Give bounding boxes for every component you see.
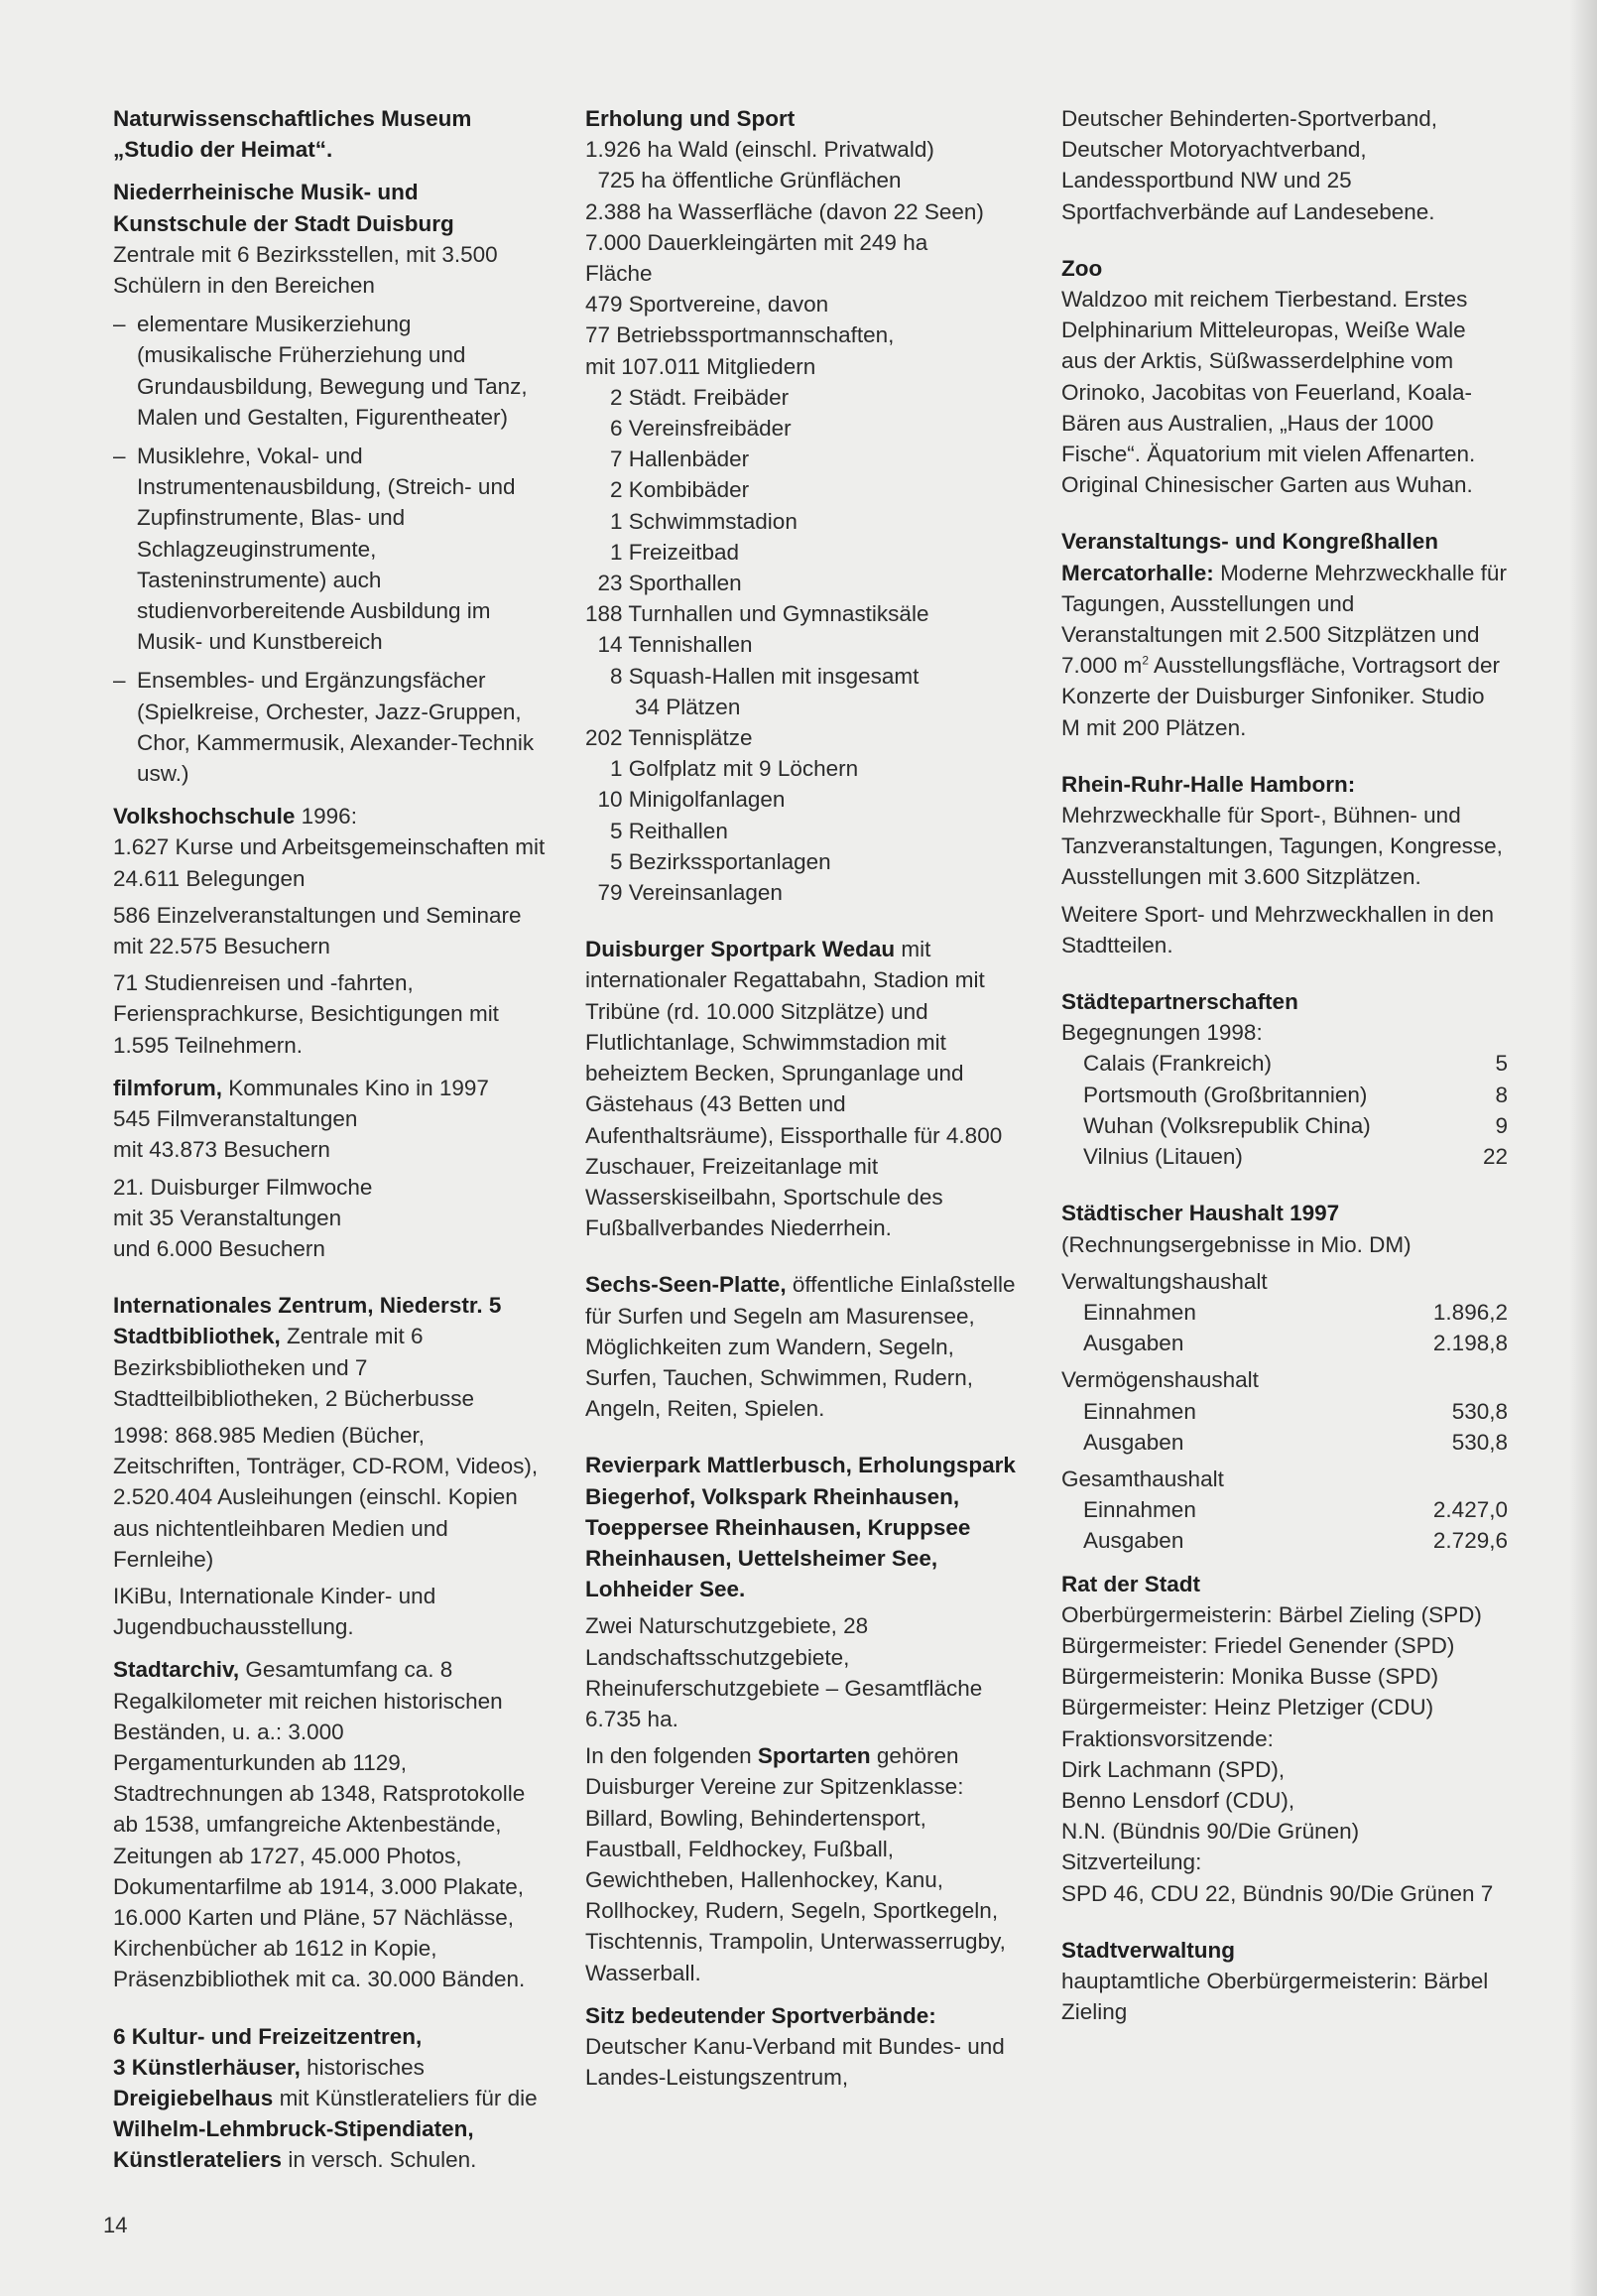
budget-value: 2.427,0	[1432, 1497, 1508, 1523]
further-halls-text: Weitere Sport- und Mehrzweckhallen in den Stadtteilen.	[1061, 901, 1495, 957]
filmforum-subtitle: Kommunales Kino in 1997	[222, 1075, 489, 1100]
administration-heading: Stadtverwaltung	[1061, 1937, 1236, 1963]
budget-section	[1061, 1198, 1508, 1556]
federations-heading: Sitz bedeutender Sportverbände:	[585, 2002, 936, 2028]
halls-heading: Veranstaltungs- und Kongreßhallen	[1061, 529, 1439, 555]
archive-title: Stadtarchiv,	[113, 1657, 240, 1683]
budget-label: Ausgaben	[1083, 1528, 1184, 1554]
partner-count: 8	[1495, 1082, 1508, 1107]
budget-value: 2.729,6	[1432, 1528, 1508, 1554]
column-middle	[585, 103, 1022, 2105]
partner-city: Portsmouth (Großbritannien)	[1083, 1082, 1368, 1107]
budget-group-title: Gesamthaushalt	[1061, 1466, 1224, 1491]
vhs-events: 586 Einzelveranstaltungen und Seminare mit 22.575 Besuchern	[113, 902, 522, 959]
sport-heading: Erholung und Sport	[585, 106, 796, 131]
wedau-body: mit internationaler Regattabahn, Stadion mit Tribüne (rd. 10.000 Sitzplätze) und Flutlichtanlage, Schwimmstadion mit beheiztem Becken, Sprunganlage und Gästehaus (43 Betten und Aufenthaltsräume), Eissporthalle für 4.800 Zuschauer, Freizeitanlage mit Wasserskiseilbahn, Sportschule des Fußballverbandes Niederrhein.	[585, 937, 1003, 1241]
library-intro	[113, 1321, 552, 1414]
museum-heading-line2: „Studio der Heimat“.	[113, 137, 333, 163]
budget-subtitle: (Rechnungsergebnisse in Mio. DM)	[1061, 1231, 1412, 1257]
budget-label: Einnahmen	[1083, 1299, 1196, 1325]
council-line: Bürgermeisterin: Monika Busse (SPD)	[1061, 1664, 1439, 1690]
partner-row	[1061, 1048, 1508, 1079]
music-school-heading-line1: Niederrheinische Musik- und	[113, 180, 419, 205]
sport-stat-line: 77 Betriebssportmannschaften,	[585, 322, 895, 348]
council-heading: Rat der Stadt	[1061, 1571, 1201, 1596]
sport-stat-line: Fläche	[585, 261, 653, 287]
budget-group-title: Vermögenshaushalt	[1061, 1367, 1259, 1393]
parks-text: Zwei Naturschutzgebiete, 28 Landschaftsschutzgebiete, Rheinuferschutzgebiete – Gesamtfläche 6.735 ha.	[585, 1613, 983, 1731]
rhein-ruhr-halle-heading: Rhein-Ruhr-Halle Hamborn:	[1061, 771, 1356, 797]
sport-stat-line: 23 Sporthallen	[585, 571, 742, 596]
library-ikibu: IKiBu, Internationale Kinder- und Jugendbuchausstellung.	[113, 1583, 436, 1640]
filmforum-line5: und 6.000 Besuchern	[113, 1235, 325, 1261]
budget-row	[1061, 1427, 1508, 1458]
partner-count: 9	[1495, 1112, 1508, 1138]
zoo-text: Waldzoo mit reichem Tierbestand. Erstes Delphinarium Mitteleuropas, Weiße Wale aus der Arktis, Süßwasserdelphine vom Orinoko, Jacobitas von Feuerland, Koala-Bären aus Australien, „Haus der 1000 Fische“. Äquatorium mit vielen Affenarten. Original Chinesischer Garten aus Wuhan.	[1061, 287, 1476, 498]
sport-stat-line: 7.000 Dauerkleingärten mit 249 ha	[585, 229, 928, 255]
sport-stat-line: 5 Reithallen	[585, 818, 728, 843]
budget-group-title: Verwaltungshaushalt	[1061, 1268, 1268, 1294]
council-line: Fraktionsvorsitzende:	[1061, 1725, 1274, 1751]
sport-stat-line: 8 Squash-Hallen mit insgesamt	[585, 663, 920, 689]
wedau-title: Duisburger Sportpark Wedau	[585, 937, 896, 962]
partner-city: Calais (Frankreich)	[1083, 1051, 1273, 1077]
council-section	[1061, 1569, 1508, 1909]
budget-label: Ausgaben	[1083, 1331, 1184, 1356]
archive-section	[113, 1654, 552, 1994]
council-line: Benno Lensdorf (CDU),	[1061, 1787, 1295, 1813]
music-school-intro: Zentrale mit 6 Bezirksstellen, mit 3.500 Schülern in den Bereichen	[113, 241, 498, 299]
sportarten-text	[585, 1740, 1022, 1988]
sport-stat-line: 10 Minigolfanlagen	[585, 787, 786, 813]
partner-city: Wuhan (Volksrepublik China)	[1083, 1112, 1371, 1138]
vhs-courses: 1.627 Kurse und Arbeitsgemeinschaften mit 24.611 Belegungen	[113, 834, 546, 891]
sport-stat-line: 6 Vereinsfreibäder	[585, 416, 792, 442]
library-media: 1998: 868.985 Medien (Bücher, Zeitschriften, Tonträger, CD-ROM, Videos), 2.520.404 Ausleihungen (einschl. Kopien aus nichtentleihbaren Medien und Fernleihe)	[113, 1422, 539, 1572]
sport-stats-list	[585, 134, 1022, 908]
council-line: N.N. (Bündnis 90/Die Grünen)	[1061, 1819, 1360, 1845]
partner-row	[1061, 1141, 1508, 1172]
sport-stat-line: 7 Hallenbäder	[585, 446, 750, 472]
culture-text-2: mit Künstlerateliers für die	[273, 2085, 538, 2110]
budget-label: Einnahmen	[1083, 1398, 1196, 1424]
council-line: Dirk Lachmann (SPD),	[1061, 1756, 1286, 1782]
kuenstlerateliers: Künstlerateliers	[113, 2147, 283, 2173]
sportarten-bold: Sportarten	[757, 1743, 871, 1769]
council-line: Bürgermeister: Friedel Genender (SPD)	[1061, 1632, 1455, 1658]
federations-section	[585, 2000, 1022, 2094]
administration-text: hauptamtliche Oberbürgermeisterin: Bärbel Zieling	[1061, 1968, 1489, 2025]
vhs-trips: 71 Studienreisen und -fahrten, Feriensprachkurse, Besichtigungen mit 1.595 Teilnehmern.	[113, 970, 499, 1058]
rhein-ruhr-halle-section	[1061, 769, 1508, 960]
parks-section	[585, 1450, 1022, 1987]
artist-houses: 3 Künstlerhäuser,	[113, 2054, 301, 2080]
mercatorhalle-body: Moderne Mehrzweckhalle für Tagungen, Ausstellungen und Veranstaltungen mit 2.500 Sitzplätzen und 7.000 m	[1061, 560, 1507, 679]
partner-row	[1061, 1080, 1508, 1110]
intl-center-heading: Internationales Zentrum, Niederstr. 5	[113, 1293, 502, 1319]
filmforum-heading	[113, 1073, 552, 1103]
budget-row	[1061, 1494, 1508, 1525]
sport-stat-line: 1 Freizeitbad	[585, 539, 740, 565]
sport-stat-line: 725 ha öffentliche Grünflächen	[585, 168, 902, 193]
library-title: Stadtbibliothek,	[113, 1324, 281, 1349]
page-number: 14	[103, 2213, 128, 2237]
partnerships-heading: Städtepartnerschaften	[1061, 989, 1298, 1015]
sport-stat-line: mit 107.011 Mitgliedern	[585, 353, 816, 379]
partner-count: 22	[1482, 1144, 1508, 1170]
administration-section	[1061, 1935, 1508, 2028]
sportarten-intro: In den folgenden	[585, 1743, 758, 1769]
sport-stat-line: 14 Tennishallen	[585, 632, 753, 658]
culture-text-1: historisches	[300, 2054, 425, 2080]
sport-stat-line: 79 Vereinsanlagen	[585, 880, 783, 906]
rhein-ruhr-halle-text: Mehrzweckhalle für Sport-, Bühnen- und Tanzveranstaltungen, Tagungen, Kongresse, Ausstellungen mit 3.600 Sitzplätzen.	[1061, 803, 1503, 890]
sportarten-list: gehören Duisburger Vereine zur Spitzenklasse: Billard, Bowling, Behindertensport, Faustball, Feldhockey, Fußball, Gewichtheben, Hallenhockey, Kanu, Rollhockey, Rudern, Segeln, Sportkegeln, Tischtennis, Trampolin, Unterwasserrugby, Wasserball.	[585, 1743, 1006, 1985]
partner-row	[1061, 1110, 1508, 1141]
archive-text	[113, 1654, 552, 1994]
library-section	[113, 1290, 552, 1642]
partner-count: 5	[1495, 1051, 1508, 1077]
museum-section	[113, 103, 552, 165]
six-lakes-title: Sechs-Seen-Platte,	[585, 1272, 787, 1298]
budget-row	[1061, 1297, 1508, 1328]
mercatorhalle-title: Mercatorhalle:	[1061, 560, 1214, 585]
budget-value: 2.198,8	[1432, 1331, 1508, 1356]
culture-text	[113, 2021, 552, 2176]
library-intro-text: Zentrale mit 6 Bezirksbibliotheken und 7 Stadtteilbibliotheken, 2 Bücherbusse	[113, 1324, 474, 1411]
vhs-section	[113, 801, 552, 1061]
column-left	[113, 103, 552, 2188]
column-right	[1061, 103, 1508, 2039]
sport-stat-line: 1 Schwimmstadion	[585, 508, 798, 534]
council-list	[1061, 1599, 1508, 1909]
halls-section	[1061, 526, 1508, 742]
filmforum-line3: 21. Duisburger Filmwoche	[113, 1174, 373, 1200]
federations-text: Deutscher Kanu-Verband mit Bundes- und Landes-Leistungszentrum,	[585, 2033, 1005, 2091]
scan-edge-shadow	[1569, 0, 1597, 2296]
six-lakes-text	[585, 1269, 1022, 1424]
sport-stat-line: 2 Städt. Freibäder	[585, 384, 790, 410]
council-line: Sitzverteilung:	[1061, 1850, 1202, 1875]
partnerships-section	[1061, 986, 1508, 1172]
partner-city: Vilnius (Litauen)	[1083, 1144, 1243, 1170]
vhs-year: 1996:	[295, 804, 357, 829]
mercatorhalle-body2: Ausstellungsfläche, Vortragsort der Konzerte der Duisburger Sinfoniker. Studio M mit 200 Plätzen.	[1061, 653, 1500, 740]
vhs-title: Volkshochschule	[113, 804, 296, 829]
budget-heading: Städtischer Haushalt 1997	[1061, 1201, 1340, 1226]
budget-row	[1061, 1328, 1508, 1358]
music-school-section	[113, 177, 552, 789]
filmforum-section	[113, 1073, 552, 1264]
dreigiebelhaus: Dreigiebelhaus	[113, 2085, 274, 2110]
budget-row	[1061, 1525, 1508, 1556]
filmforum-line1: 545 Filmveranstaltungen	[113, 1106, 358, 1132]
sport-stat-line: 188 Turnhallen und Gymnastiksäle	[585, 601, 929, 627]
federations-continued-text: Deutscher Behinderten-Sportverband, Deutscher Motoryachtverband, Landessportbund NW und 25 Sportfachverbände auf Landesebene.	[1061, 106, 1437, 224]
six-lakes-body: öffentliche Einlaßstelle für Surfen und Segeln am Masurensee, Möglichkeiten zum Wandern, Segeln, Surfen, Tauchen, Schwimmen, Rudern, Angeln, Reiten, Spielen.	[585, 1272, 1016, 1422]
music-item-1: – elementare Musikerziehung (musikalische Früherziehung und Grundausbildung, Bewegung und Tanz, Malen und Gestalten, Figurentheater)	[113, 309, 552, 433]
federations-continued	[1061, 103, 1508, 227]
filmforum-line4: mit 35 Veranstaltungen	[113, 1205, 342, 1230]
music-item-2: – Musiklehre, Vokal- und Instrumentenausbildung, (Streich- und Zupfinstrumente, Blas- und Schlagzeuginstrumente, Tasteninstrumente) auch studienvorbereitende Ausbildung im Musik- und Kunstbereich	[113, 441, 552, 657]
zoo-heading: Zoo	[1061, 255, 1103, 281]
parks-heading: Revierpark Mattlerbusch, Erholungspark Biegerhof, Volkspark Rheinhausen, Toeppersee Rheinhausen, Kruppsee Rheinhausen, Uettelsheimer See, Lohheider See.	[585, 1453, 1016, 1602]
sport-stat-line: 1 Golfplatz mit 9 Löchern	[585, 756, 859, 782]
budget-value: 530,8	[1451, 1429, 1508, 1455]
council-line: Oberbürgermeisterin: Bärbel Zieling (SPD)	[1061, 1601, 1482, 1627]
sport-stat-line: 5 Bezirkssportanlagen	[585, 848, 831, 874]
partnerships-subtitle: Begegnungen 1998:	[1061, 1020, 1263, 1046]
culture-text-3: in versch. Schulen.	[282, 2147, 477, 2173]
sport-stat-line: 2.388 ha Wasserfläche (davon 22 Seen)	[585, 198, 984, 224]
sport-stat-line: 1.926 ha Wald (einschl. Privatwald)	[585, 137, 934, 163]
sport-stat-line: 34 Plätzen	[585, 694, 741, 719]
six-lakes-section	[585, 1269, 1022, 1424]
mercatorhalle-text	[1061, 558, 1508, 743]
filmforum-title: filmforum,	[113, 1075, 222, 1100]
council-line: SPD 46, CDU 22, Bündnis 90/Die Grünen 7	[1061, 1880, 1494, 1906]
budget-label: Ausgaben	[1083, 1429, 1184, 1455]
sport-stat-line: 202 Tennisplätze	[585, 725, 753, 751]
sport-section	[585, 103, 1022, 908]
sport-stat-line: 2 Kombibäder	[585, 477, 750, 503]
music-item-3: – Ensembles- und Ergänzungsfächer (Spielkreise, Orchester, Jazz-Gruppen, Chor, Kammermusik, Alexander-Technik usw.)	[113, 665, 552, 789]
wedau-section	[585, 934, 1022, 1243]
music-school-heading-line2: Kunstschule der Stadt Duisburg	[113, 210, 454, 236]
culture-section	[113, 2021, 552, 2176]
sport-stat-line: 479 Sportvereine, davon	[585, 292, 829, 318]
archive-body: Gesamtumfang ca. 8 Regalkilometer mit reichen historischen Beständen, u. a.: 3.000 Pergamenturkunden ab 1129, Stadtrechnungen ab 1348, Ratsprotokolle ab 1538, umfangreiche Aktenbestände, Zeitungen ab 1727, 45.000 Photos, Dokumentarfilme ab 1914, 3.000 Plakate, 16.000 Karten und Pläne, 57 Nächlässe, Kirchenbücher ab 1612 in Kopie, Präsenzbibliothek mit ca. 30.000 Bänden.	[113, 1657, 526, 1992]
lehmbruck-stipendiaten: Wilhelm-Lehmbruck-Stipendiaten,	[113, 2116, 474, 2142]
zoo-section	[1061, 253, 1508, 501]
budget-value: 1.896,2	[1432, 1299, 1508, 1325]
budget-value: 530,8	[1451, 1398, 1508, 1424]
squaremeter-sup: 2	[1142, 653, 1149, 668]
culture-centers: 6 Kultur- und Freizeitzentren,	[113, 2023, 423, 2049]
council-line: Bürgermeister: Heinz Pletziger (CDU)	[1061, 1695, 1434, 1721]
budget-label: Einnahmen	[1083, 1497, 1196, 1523]
filmforum-line2: mit 43.873 Besuchern	[113, 1137, 330, 1163]
vhs-heading	[113, 801, 552, 831]
budget-row	[1061, 1396, 1508, 1427]
wedau-text	[585, 934, 1022, 1243]
museum-heading-line1: Naturwissenschaftliches Museum	[113, 106, 472, 131]
